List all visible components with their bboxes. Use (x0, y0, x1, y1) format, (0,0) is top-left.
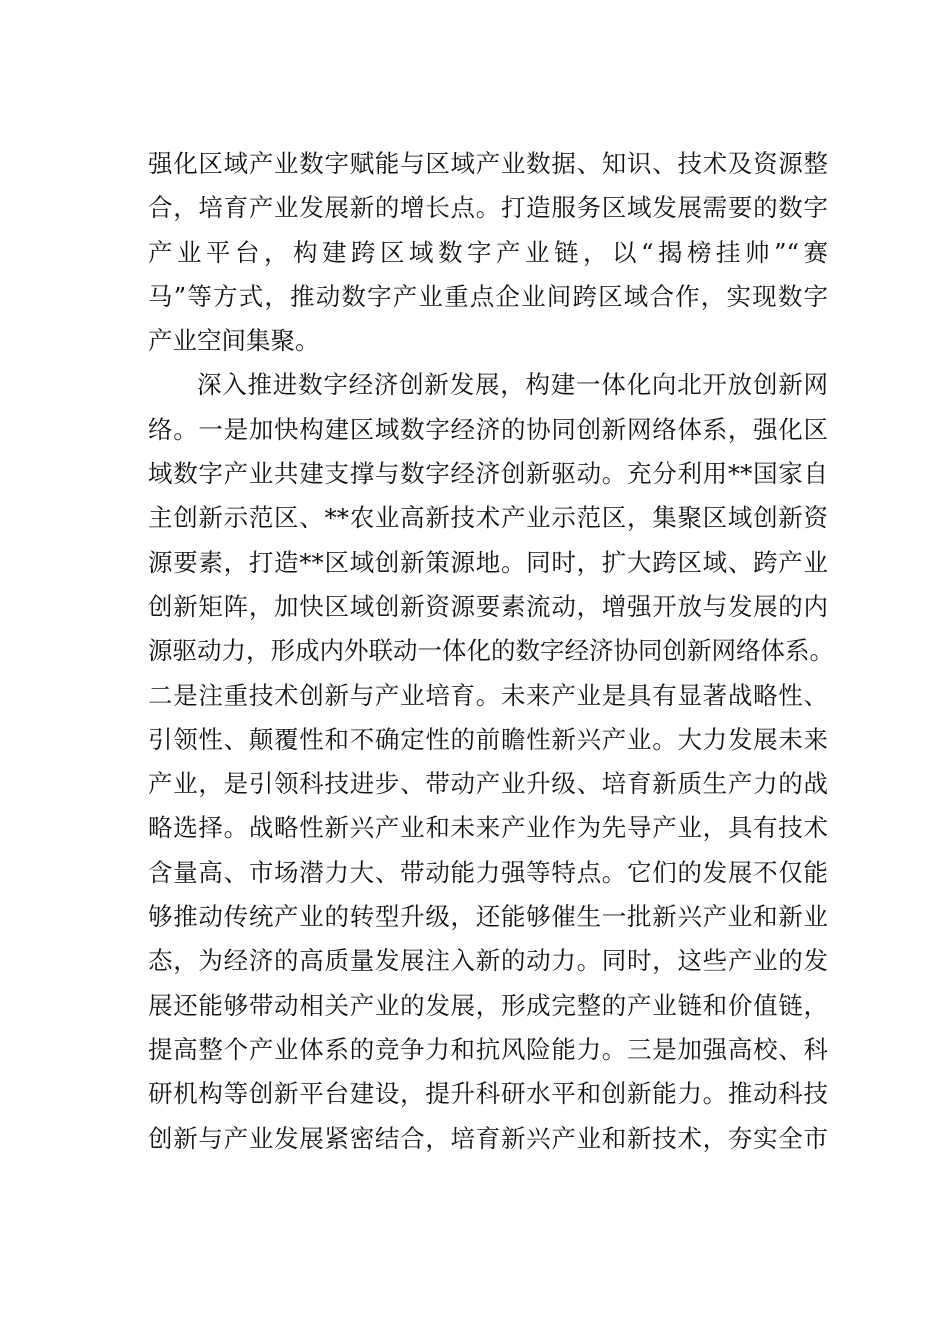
text-line: 主创新示范区、**农业高新技术产业示范区，集聚区域创新资 (148, 503, 828, 533)
text-line: 够推动传统产业的转型升级，还能够催生一批新兴产业和新业 (148, 902, 828, 932)
text-line: 马”等方式，推动数字产业重点企业间跨区域合作，实现数字 (148, 281, 828, 311)
text-line: 研机构等创新平台建设，提升科研水平和创新能力。推动科技 (148, 1079, 828, 1109)
text-line: 源驱动力，形成内外联动一体化的数字经济协同创新网络体系。 (148, 636, 834, 666)
text-line: 二是注重技术创新与产业培育。未来产业是具有显著战略性、 (148, 680, 828, 710)
text-line: 提高整个产业体系的竞争力和抗风险能力。三是加强高校、科 (148, 1034, 828, 1064)
text-line: 创新与产业发展紧密结合，培育新兴产业和新技术，夯实全市 (148, 1123, 828, 1153)
text-line: 域数字产业共建支撑与数字经济创新驱动。充分利用**国家自 (148, 459, 828, 489)
text-line: 产业平台，构建跨区域数字产业链，以“揭榜挂帅”“赛 (148, 237, 828, 267)
text-line: 源要素，打造**区域创新策源地。同时，扩大跨区域、跨产业 (148, 547, 828, 577)
text-line: 产业，是引领科技进步、带动产业升级、培育新质生产力的战 (148, 769, 828, 799)
body-text (148, 142, 834, 1161)
paragraph-1 (148, 142, 828, 363)
text-line: 创新矩阵，加快区域创新资源要素流动，增强开放与发展的内 (148, 591, 828, 621)
text-line: 引领性、颠覆性和不确定性的前瞻性新兴产业。大力发展未来 (148, 724, 828, 754)
paragraph-2 (148, 363, 834, 1160)
text-line: 络。一是加快构建区域数字经济的协同创新网络体系，强化区 (148, 414, 828, 444)
text-line: 态，为经济的高质量发展注入新的动力。同时，这些产业的发 (148, 946, 828, 976)
text-line: 展还能够带动相关产业的发展，形成完整的产业链和价值链， (148, 990, 828, 1020)
text-line: 深入推进数字经济创新发展，构建一体化向北开放创新网 (197, 370, 828, 400)
text-line: 含量高、市场潜力大、带动能力强等特点。它们的发展不仅能 (148, 857, 828, 887)
text-line: 强化区域产业数字赋能与区域产业数据、知识、技术及资源整 (148, 149, 828, 178)
text-line: 合，培育产业发展新的增长点。打造服务区域发展需要的数字 (148, 193, 828, 223)
text-line: 略选择。战略性新兴产业和未来产业作为先导产业，具有技术 (148, 813, 828, 843)
text-line: 产业空间集聚。 (148, 326, 320, 356)
